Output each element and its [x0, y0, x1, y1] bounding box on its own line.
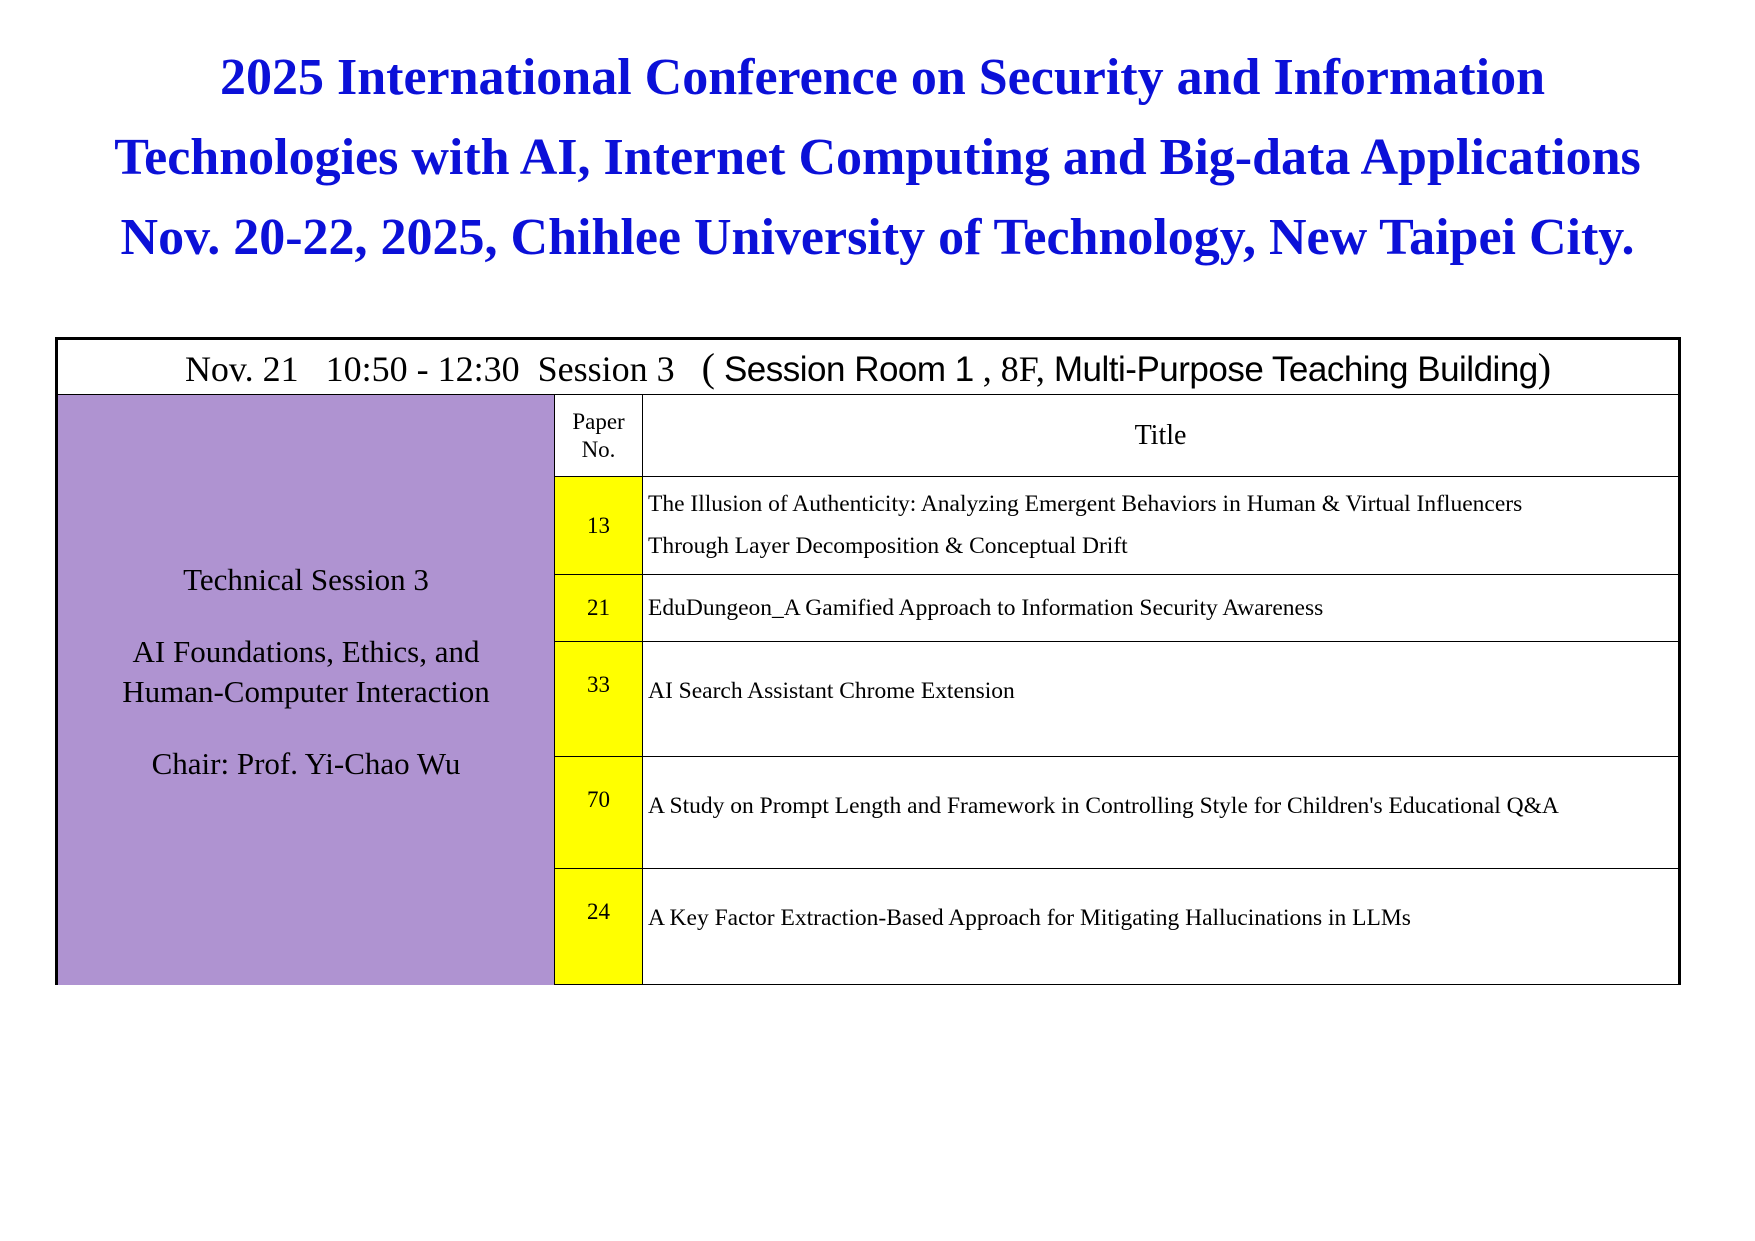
conference-title-line-2: Technologies with AI, Internet Computing and Big-data Applications [114, 129, 1641, 186]
paper-title-cell: A Study on Prompt Length and Framework in Controlling Style for Children's Educational Q&A [643, 757, 1680, 869]
open-paren: ( [701, 344, 715, 390]
session-room: Session Room 1 [723, 349, 974, 389]
paper-title-line-1: The Illusion of Authenticity: Analyzing Emergent Behaviors in Human & Virtual Influencers [648, 491, 1523, 517]
paper-title-line-2: Through Layer Decomposition & Conceptual Drift [648, 533, 1128, 559]
conference-date-venue: Nov. 20-22, 2025, Chihlee University of Technology, New Taipei City. [120, 209, 1635, 266]
paper-title-cell: AI Search Assistant Chrome Extension [643, 642, 1680, 757]
session-building: Multi-Purpose Teaching Building [1053, 349, 1538, 389]
paper-no-cell: 33 [555, 642, 643, 757]
paper-no-cell: 21 [555, 575, 643, 642]
paper-title-cell [643, 477, 1680, 575]
session-info-row [57, 339, 1680, 395]
conference-header [0, 38, 1755, 278]
paper-title-cell: A Key Factor Extraction-Based Approach for Mitigating Hallucinations in LLMs [643, 869, 1680, 985]
session-schedule-table [55, 337, 1681, 985]
conference-title-line-1: 2025 International Conference on Security and Information [219, 49, 1545, 106]
track-info-cell [57, 395, 555, 985]
session-info-cell [57, 339, 1680, 395]
paper-no-cell: 24 [555, 869, 643, 985]
paper-no-header [555, 395, 643, 477]
session-name: Session 3 [537, 348, 675, 389]
track-session-label: Technical Session 3 [183, 561, 429, 597]
close-paren: ) [1537, 344, 1552, 390]
session-date-time: Nov. 21 10:50 - 12:30 [184, 348, 520, 389]
paper-no-cell: 70 [555, 757, 643, 869]
paper-no-header-line-2: No. [581, 436, 616, 462]
paper-no-cell: 13 [555, 477, 643, 575]
paper-title-cell: EduDungeon_A Gamified Approach to Information Security Awareness [643, 575, 1680, 642]
paper-no-header-line-1: Paper [572, 408, 625, 434]
title-header: Title [643, 395, 1680, 477]
track-topic-line-2: Human-Computer Interaction [122, 673, 490, 709]
session-chair: Chair: Prof. Yi-Chao Wu [151, 745, 461, 781]
column-header-row [57, 395, 1680, 477]
track-topic-line-1: AI Foundations, Ethics, and [132, 633, 480, 669]
session-floor: , 8F, [973, 348, 1045, 389]
